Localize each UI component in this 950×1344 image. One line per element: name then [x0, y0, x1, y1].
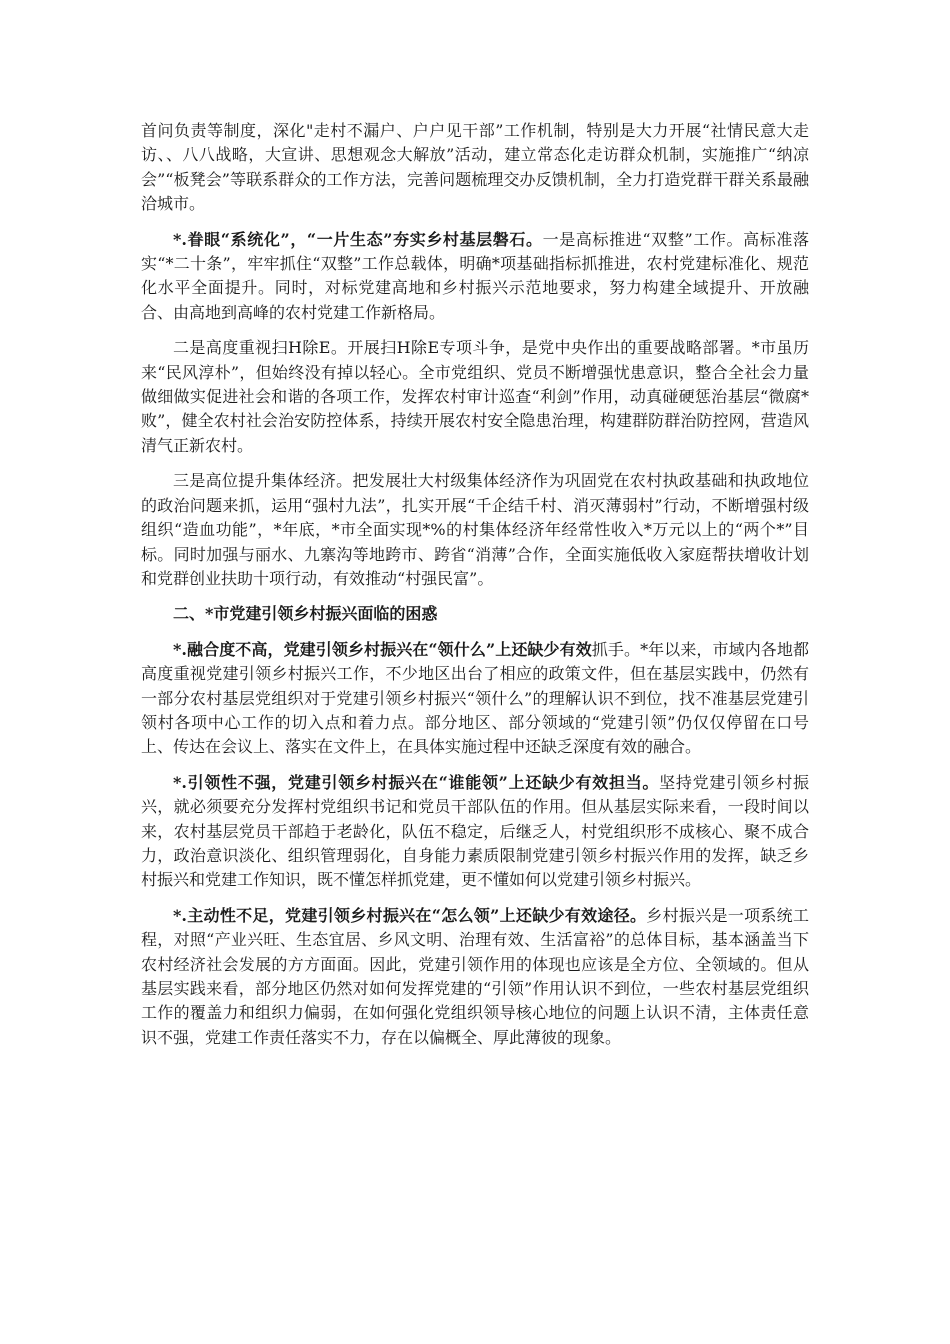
paragraph-anti-crime: 二是高度重视扫H除E。开展扫H除E专项斗争，是党中央作出的重要战略部署。*市虽历来“民风淳朴”，但始终没有掉以轻心。全市党组织、党员不断增强忧患意识，整合全社会力量做细做实促进社会和谐的各项工作，发挥农村审计巡查“利剑”作用，动真碰硬惩治基层“微腐*败”，健全农村社会治安防控体系，持续开展农村安全隐患治理，构建群防群治防控网，营造风清气正新农村。	[141, 338, 809, 455]
paragraph-integration	[141, 638, 809, 760]
paragraph-leadership-lead: *.引领性不强，党建引领乡村振兴在“谁能领”上还缺少有效担当。	[173, 772, 660, 792]
paragraph-initiative-lead: *.主动性不足，党建引领乡村振兴在“怎么领”上还缺少有效途径。	[173, 905, 647, 925]
paragraph-integration-body: 抓手。*年以来，市域内各地都高度重视党建引领乡村振兴工作，不少地区出台了相应的政策文件，但在基层实践中，仍然有一部分农村基层党组织对于党建引领乡村振兴“领什么”的理解认识不到位，找不准基层党建引领村各项中心工作的切入点和着力点。部分地区、部分领域的“党建引领”仍仅仅停留在口号上、传达在会议上、落实在文件上，在具体实施过程中还缺乏深度有效的融合。	[141, 639, 809, 757]
paragraph-collective-economy: 三是高位提升集体经济。把发展壮大村级集体经济作为巩固党在农村执政基础和执政地位的政治问题来抓，运用“强村九法”，扎实开展“千企结千村、消灭薄弱村”行动，不断增强村级组织“造血功能”，*年底，*市全面实现*%的村集体经济年经常性收入*万元以上的“两个*”目标。同时加强与丽水、九寨沟等地跨市、跨省“消薄”合作，全面实施低收入家庭帮扶增收计划和党群创业扶助十项行动，有效推动“村强民富”。	[141, 471, 809, 588]
paragraph-initiative-body: 乡村振兴是一项系统工程，对照“产业兴旺、生态宜居、乡风文明、治理有效、生活富裕”的总体目标，基本涵盖当下农村经济社会发展的方方面面。因此，党建引领作用的体现也应该是全方位、全领域的。但从基层实践来看，部分地区仍然对如何发挥党建的“引领”作用认识不到位，一些农村基层党组织工作的覆盖力和组织力偏弱，在如何强化党组织领导核心地位的问题上认识不清，主体责任意识不强，党建工作责任落实不力，存在以偏概全、厚此薄彼的现象。	[141, 905, 809, 1047]
paragraph-initiative	[141, 904, 809, 1050]
paragraph-leadership-body: 坚持党建引领乡村振兴，就必须要充分发挥村党组织书记和党员干部队伍的作用。但从基层实际来看，一段时间以来，农村基层党员干部趋于老龄化，队伍不稳定，后继乏人，村党组织形不成核心、聚不成合力，政治意识淡化、组织管理弱化，自身能力素质限制党建引领乡村振兴作用的发挥，缺乏乡村振兴和党建工作知识，既不懂怎样抓党建，更不懂如何以党建引领乡村振兴。	[141, 772, 809, 890]
paragraph-intro: 首问负责等制度，深化"走村不漏户、户户见干部”工作机制，特别是大力开展“社情民意大走访、、八八战略，大宣讲、思想观念大解放”活动，建立常态化走访群众机制，实施推广“纳凉会”“板凳会”等联系群众的工作方法，完善问题梳理交办反馈机制，全力打造党群干群关系最融洽城市。	[141, 121, 809, 214]
paragraph-systematization-body: 一是高标推进“双整”工作。高标准落实“*二十条”，牢牢抓住“双整”工作总载体，明确*项基础指标抓推进，农村党建标准化、规范化水平全面提升。同时，对标党建高地和乡村振兴示范地要求，努力构建全域提升、开放融合、由高地到高峰的农村党建工作新格局。	[141, 229, 809, 322]
paragraph-integration-lead: *.融合度不高，党建引领乡村振兴在“领什么”上还缺少有效	[173, 639, 592, 659]
paragraph-systematization-lead: *.眷眼“系统化”，“一片生态”夯实乡村基层磐石。	[173, 229, 543, 249]
section-heading-2: 二、*市党建引领乡村振兴面临的困惑	[173, 604, 438, 624]
paragraph-systematization	[141, 228, 809, 326]
document-page	[141, 119, 809, 1061]
paragraph-leadership	[141, 771, 809, 893]
